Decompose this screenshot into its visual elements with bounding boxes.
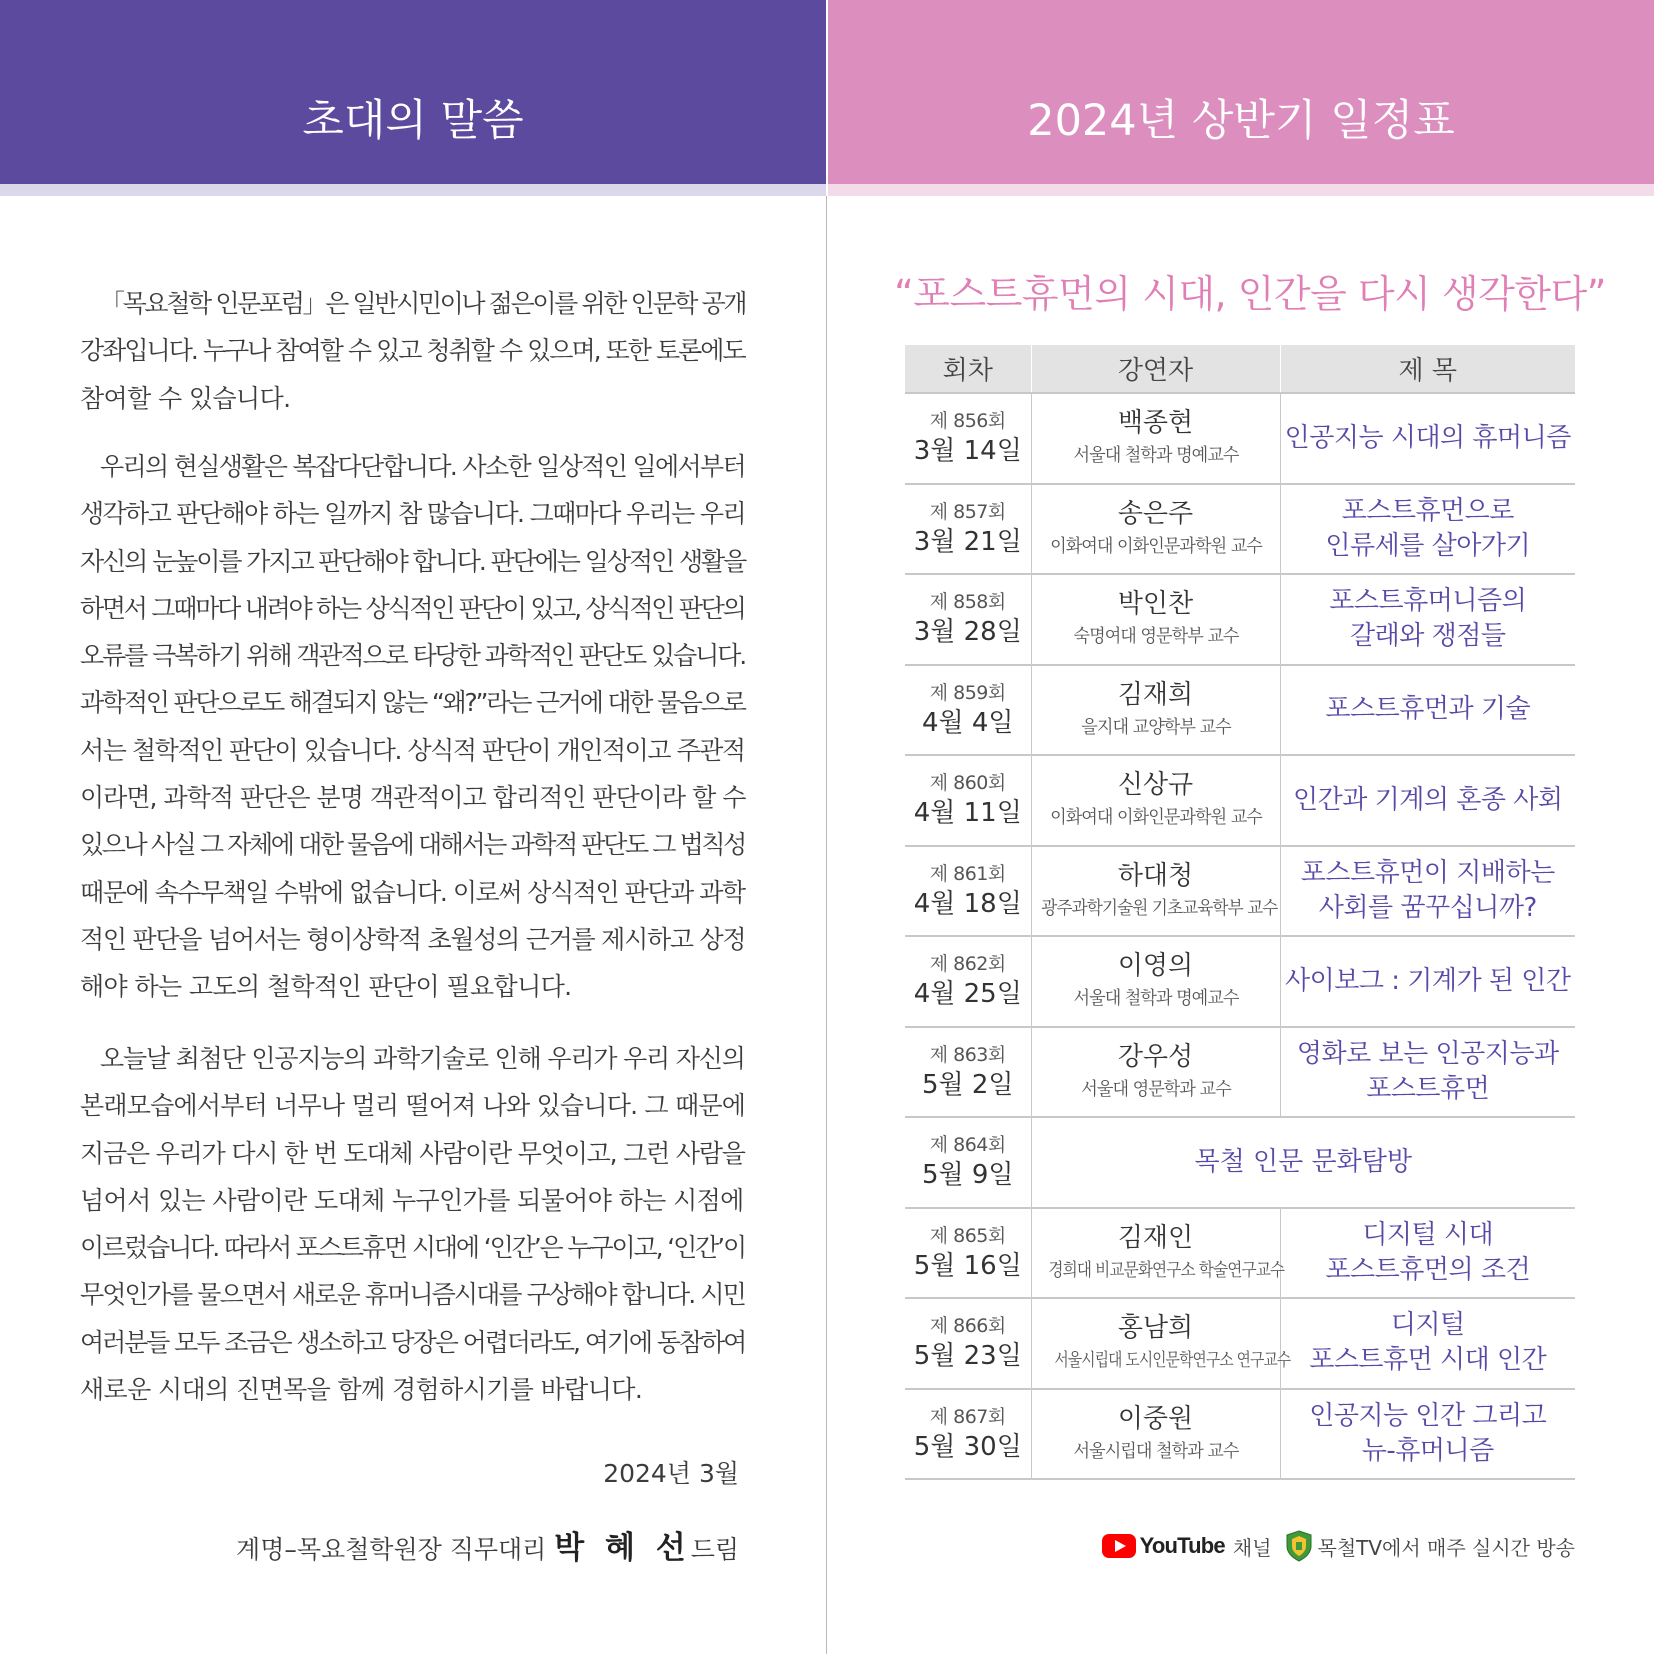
topic-line: 포스트휴먼 bbox=[1366, 1073, 1490, 1104]
event-title: 목철 인문 문화탐방 bbox=[1194, 1146, 1412, 1177]
speaker-name: 백종현 bbox=[1117, 408, 1194, 439]
session-cell bbox=[905, 574, 1031, 665]
channel-label: 채널 bbox=[1232, 1535, 1272, 1560]
schedule-row bbox=[905, 574, 1575, 665]
paragraph-line: 서는 철학적인 판단이 있습니다. 상식적 판단이 개인적이고 주관적 bbox=[80, 735, 745, 765]
session-date: 4월 25일 bbox=[913, 979, 1022, 1010]
right-header-title: 2024년 상반기 일정표 bbox=[1027, 96, 1455, 146]
paragraph-line: 우리의 현실생활은 복잡다단합니다. 사소한 일상적인 일에서부터 bbox=[100, 452, 745, 481]
schedule-row bbox=[905, 1389, 1575, 1480]
session-number: 제 860회 bbox=[929, 772, 1006, 795]
right-header-strip bbox=[828, 184, 1654, 196]
speaker-affiliation: 서울대 철학과 명예교수 bbox=[1072, 988, 1238, 1010]
session-date: 5월 9일 bbox=[921, 1160, 1014, 1191]
speaker-cell bbox=[1031, 1298, 1290, 1389]
signature-suffix: 드림 bbox=[690, 1535, 739, 1564]
speaker-affiliation: 광주과학기술원 기초교육학부 교수 bbox=[1040, 897, 1277, 919]
topic-cell bbox=[1280, 755, 1575, 846]
session-cell bbox=[905, 1027, 1031, 1118]
speaker-cell bbox=[1031, 665, 1280, 756]
topic-line: 사회를 꿈꾸십니까? bbox=[1318, 892, 1537, 923]
speaker-name: 김재인 bbox=[1117, 1222, 1194, 1253]
session-date: 5월 16일 bbox=[913, 1250, 1022, 1281]
schedule-row bbox=[905, 1027, 1575, 1118]
speaker-cell bbox=[1031, 755, 1280, 846]
session-number: 제 861회 bbox=[929, 862, 1006, 885]
speaker-name: 홍남희 bbox=[1117, 1313, 1194, 1344]
topic-cell bbox=[1280, 1389, 1575, 1480]
signature-name: 박 혜 선 bbox=[554, 1530, 691, 1566]
speaker-affiliation: 이화여대 이화인문과학원 교수 bbox=[1049, 807, 1262, 829]
schedule-row bbox=[905, 846, 1575, 937]
speaker-affiliation: 이화여대 이화인문과학원 교수 bbox=[1049, 535, 1262, 557]
session-date: 3월 21일 bbox=[913, 526, 1022, 557]
speaker-cell bbox=[1031, 1027, 1280, 1118]
session-cell bbox=[905, 1117, 1031, 1208]
left-header bbox=[0, 0, 826, 184]
topic-line: 뉴-휴머니즘 bbox=[1361, 1435, 1494, 1466]
paragraph-line: 과학적인 판단으로도 해결되지 않는 “왜?”라는 근거에 대한 물음으로 bbox=[80, 688, 745, 718]
topic-cell bbox=[1280, 574, 1575, 665]
invitation-paragraph-1 bbox=[80, 280, 745, 422]
schedule-table bbox=[905, 345, 1575, 1480]
paragraph-line: 자신의 눈높이를 가지고 판단해야 합니다. 판단에는 일상적인 생활을 bbox=[80, 546, 746, 576]
letter-signature bbox=[236, 1522, 739, 1567]
topic-cell bbox=[1280, 1027, 1575, 1118]
paragraph-line: 생각하고 판단해야 하는 일까지 참 많습니다. 그때마다 우리는 우리 bbox=[80, 499, 745, 529]
paragraph-line: 하면서 그때마다 내려야 하는 상식적인 판단이 있고, 상식적인 판단의 bbox=[80, 593, 745, 623]
header-title: 제 목 bbox=[1280, 345, 1575, 393]
session-number: 제 864회 bbox=[929, 1134, 1006, 1157]
topic-line: 포스트휴먼 시대 인간 bbox=[1309, 1345, 1547, 1376]
left-header-strip bbox=[0, 184, 826, 196]
session-number: 제 857회 bbox=[929, 500, 1006, 523]
session-number: 제 858회 bbox=[929, 591, 1006, 614]
topic-line: 인공지능 인간 그리고 bbox=[1309, 1400, 1547, 1431]
session-cell bbox=[905, 393, 1031, 484]
speaker-cell bbox=[1031, 574, 1280, 665]
speaker-affiliation: 서울시립대 도시인문학연구소 연구교수 bbox=[1053, 1350, 1290, 1372]
speaker-name: 박인찬 bbox=[1117, 589, 1194, 620]
session-number: 제 856회 bbox=[929, 410, 1006, 433]
schedule-row bbox=[905, 755, 1575, 846]
schedule-row bbox=[905, 484, 1575, 575]
topic-cell bbox=[1280, 846, 1575, 937]
session-number: 제 859회 bbox=[929, 681, 1006, 704]
speaker-affiliation: 숙명여대 영문학부 교수 bbox=[1072, 626, 1238, 648]
session-cell bbox=[905, 484, 1031, 575]
topic-line: 포스트휴먼과 기술 bbox=[1325, 694, 1531, 725]
letter-date: 2024년 3월 bbox=[603, 1459, 739, 1488]
topic-cell bbox=[1280, 393, 1575, 484]
speaker-name: 이영의 bbox=[1117, 951, 1194, 982]
topic-line: 인류세를 살아가기 bbox=[1325, 530, 1531, 561]
topic-line: 인공지능 시대의 휴머니즘 bbox=[1284, 422, 1571, 453]
speaker-cell bbox=[1031, 936, 1280, 1027]
paragraph-line: 이르렀습니다. 따라서 포스트휴먼 시대에 ‘인간’은 누구이고, ‘인간’이 bbox=[80, 1233, 746, 1263]
paragraph-line: 적인 판단을 넘어서는 형이상학적 초월성의 근거를 제시하고 상정 bbox=[80, 924, 746, 954]
paragraph-line: 오늘날 최첨단 인공지능의 과학기술로 인해 우리가 우리 자신의 bbox=[100, 1044, 745, 1073]
topic-line: 인간과 기계의 혼종 사회 bbox=[1293, 784, 1563, 815]
column-divider bbox=[826, 196, 827, 1654]
paragraph-line: 지금은 우리가 다시 한 번 도대체 사람이란 무엇이고, 그런 사람을 bbox=[80, 1138, 745, 1168]
paragraph-line: 있으나 사실 그 자체에 대한 물음에 대해서는 과학적 판단도 그 법칙성 bbox=[80, 830, 745, 860]
session-number: 제 867회 bbox=[929, 1405, 1006, 1428]
session-number: 제 862회 bbox=[929, 953, 1006, 976]
topic-cell bbox=[1280, 665, 1575, 756]
session-number: 제 865회 bbox=[929, 1224, 1006, 1247]
session-cell bbox=[905, 1389, 1031, 1480]
session-cell bbox=[905, 1208, 1031, 1299]
topic-cell bbox=[1280, 1298, 1575, 1389]
session-cell bbox=[905, 936, 1031, 1027]
invitation-paragraph-3 bbox=[80, 1035, 745, 1413]
paragraph-line: 때문에 속수무책일 수밖에 없습니다. 이로써 상식적인 판단과 과학 bbox=[80, 877, 745, 907]
speaker-name: 하대청 bbox=[1117, 860, 1194, 891]
speaker-name: 신상규 bbox=[1117, 770, 1194, 801]
topic-line: 포스트휴먼으로 bbox=[1341, 495, 1514, 526]
schedule-header-row bbox=[905, 345, 1575, 393]
speaker-cell bbox=[1031, 846, 1280, 937]
session-cell bbox=[905, 665, 1031, 756]
speaker-affiliation: 서울대 철학과 명예교수 bbox=[1072, 445, 1238, 467]
topic-cell bbox=[1280, 936, 1575, 1027]
merged-event-cell bbox=[1031, 1117, 1575, 1208]
paragraph-line: 이라면, 과학적 판단은 분명 객관적이고 합리적인 판단이라 할 수 bbox=[80, 783, 746, 813]
topic-line: 디지털 시대 bbox=[1362, 1219, 1494, 1250]
topic-cell bbox=[1280, 1208, 1575, 1299]
paragraph-line: 강좌입니다. 누구나 참여할 수 있고 청취할 수 있으며, 또한 토론에도 bbox=[80, 336, 745, 366]
paragraph-line: 해야 하는 고도의 철학적인 판단이 필요합니다. bbox=[80, 972, 572, 1002]
topic-line: 포스트휴머니즘의 bbox=[1329, 586, 1527, 617]
broadcast-footer bbox=[1102, 1528, 1575, 1564]
speaker-cell bbox=[1031, 1389, 1280, 1480]
session-date: 4월 18일 bbox=[913, 888, 1022, 919]
schedule-subtitle: “포스트휴먼의 시대, 인간을 다시 생각한다” bbox=[894, 272, 1606, 316]
paragraph-line: 넘어서 있는 사람이란 도대체 누구인가를 되물어야 하는 시점에 bbox=[80, 1185, 744, 1215]
paragraph-line: 오류를 극복하기 위해 객관적으로 타당한 과학적인 판단도 있습니다. bbox=[80, 641, 746, 671]
topic-line: 디지털 bbox=[1390, 1310, 1465, 1341]
topic-line: 사이보그 : 기계가 된 인간 bbox=[1285, 965, 1571, 996]
paragraph-line: 「목요철학 인문포럼」은 일반시민이나 젊은이를 위한 인문학 공개 bbox=[100, 289, 746, 318]
speaker-affiliation: 경희대 비교문화연구소 학술연구교수 bbox=[1047, 1259, 1284, 1281]
topic-line: 포스트휴먼이 지배하는 bbox=[1300, 857, 1555, 888]
session-number: 제 863회 bbox=[929, 1043, 1006, 1066]
schedule-row bbox=[905, 665, 1575, 756]
session-number: 제 866회 bbox=[929, 1315, 1006, 1338]
speaker-affiliation: 서울시립대 철학과 교수 bbox=[1072, 1440, 1238, 1462]
session-date: 4월 11일 bbox=[913, 798, 1022, 829]
paragraph-line: 무엇인가를 물으면서 새로운 휴머니즘시대를 구상해야 합니다. 시민 bbox=[80, 1280, 745, 1310]
youtube-icon bbox=[1102, 1534, 1136, 1558]
topic-cell bbox=[1280, 484, 1575, 575]
left-header-title: 초대의 말씀 bbox=[302, 96, 524, 146]
session-cell bbox=[905, 1298, 1031, 1389]
schedule-row bbox=[905, 1298, 1575, 1389]
header-session: 회차 bbox=[905, 345, 1031, 393]
paragraph-line: 본래모습에서부터 너무나 멀리 떨어져 나와 있습니다. 그 때문에 bbox=[80, 1091, 746, 1121]
session-date: 5월 2일 bbox=[921, 1069, 1014, 1100]
paragraph-line: 새로운 시대의 진면목을 함께 경험하시기를 바랍니다. bbox=[80, 1375, 643, 1405]
topic-line: 영화로 보는 인공지능과 bbox=[1296, 1038, 1559, 1069]
speaker-cell bbox=[1031, 484, 1280, 575]
speaker-affiliation: 서울대 영문학과 교수 bbox=[1080, 1078, 1231, 1100]
session-date: 3월 28일 bbox=[913, 617, 1022, 648]
speaker-name: 김재희 bbox=[1117, 679, 1194, 710]
header-speaker: 강연자 bbox=[1031, 345, 1280, 393]
right-header bbox=[828, 0, 1654, 184]
speaker-name: 강우성 bbox=[1117, 1041, 1194, 1072]
session-date: 3월 14일 bbox=[913, 436, 1022, 467]
session-date: 5월 30일 bbox=[913, 1431, 1022, 1462]
paragraph-line: 참여할 수 있습니다. bbox=[80, 383, 291, 413]
mokcheol-logo-icon bbox=[1284, 1530, 1314, 1562]
speaker-name: 송은주 bbox=[1117, 498, 1194, 529]
invitation-paragraph-2 bbox=[80, 443, 745, 1011]
paragraph-line: 여러분들 모두 조금은 생소하고 당장은 어렵더라도, 여기에 동참하여 bbox=[80, 1327, 746, 1357]
schedule-row bbox=[905, 1208, 1575, 1299]
speaker-cell bbox=[1031, 393, 1280, 484]
speaker-name: 이중원 bbox=[1117, 1403, 1194, 1434]
session-date: 5월 23일 bbox=[913, 1341, 1022, 1372]
youtube-label: YouTube bbox=[1139, 1533, 1225, 1558]
speaker-affiliation: 을지대 교양학부 교수 bbox=[1080, 716, 1231, 738]
topic-line: 포스트휴먼의 조건 bbox=[1325, 1254, 1531, 1285]
schedule-row bbox=[905, 936, 1575, 1027]
session-cell bbox=[905, 846, 1031, 937]
session-date: 4월 4일 bbox=[921, 707, 1014, 738]
speaker-cell bbox=[1031, 1208, 1284, 1299]
schedule-row bbox=[905, 1117, 1575, 1208]
signature-prefix: 계명–목요철학원장 직무대리 bbox=[236, 1535, 547, 1564]
schedule-row bbox=[905, 393, 1575, 484]
broadcast-text: 목철TV에서 매주 실시간 방송 bbox=[1317, 1535, 1575, 1560]
session-cell bbox=[905, 755, 1031, 846]
topic-line: 갈래와 쟁점들 bbox=[1350, 621, 1506, 652]
